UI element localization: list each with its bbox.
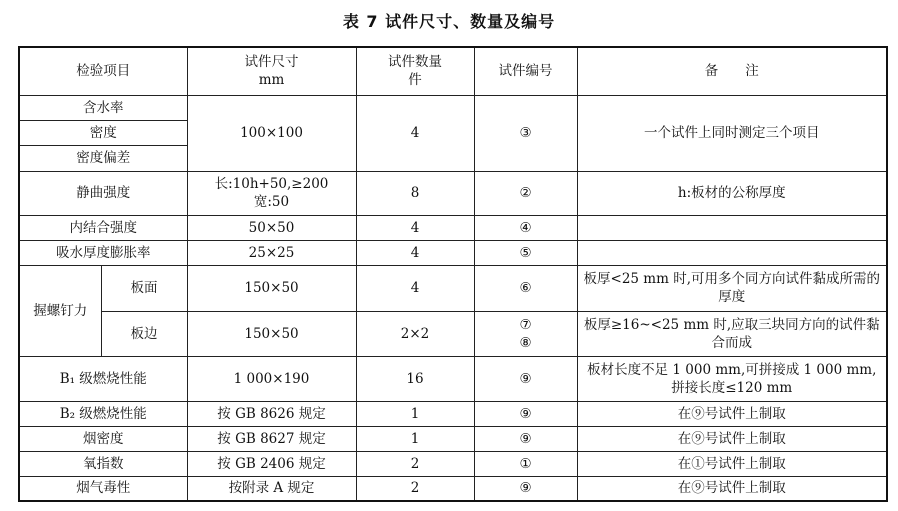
header-qty-unit: 件	[408, 72, 422, 89]
group1-size: 100×100	[187, 95, 356, 171]
internal-bond-note	[577, 215, 887, 240]
edge-code-2: ⑧	[519, 334, 532, 351]
specimen-table	[18, 46, 888, 502]
smoke-density-qty: 1	[356, 426, 474, 451]
table-row	[19, 240, 887, 265]
item-oxygen-index: 氧指数	[19, 451, 187, 476]
oxygen-note: 在①号试件上制取	[577, 451, 887, 476]
swelling-qty: 4	[356, 240, 474, 265]
toxicity-note: 在⑨号试件上制取	[577, 476, 887, 501]
bending-code: ②	[474, 171, 577, 215]
table-row	[19, 476, 887, 501]
face-note: 板厚<25 mm 时,可用多个同方向试件黏成所需的厚度	[577, 265, 887, 311]
swelling-size: 25×25	[187, 240, 356, 265]
item-b2-combustion: B₂ 级燃烧性能	[19, 401, 187, 426]
header-size-unit: mm	[258, 72, 285, 89]
b2-qty: 1	[356, 401, 474, 426]
edge-qty: 2×2	[356, 311, 474, 356]
item-edge: 板边	[101, 311, 187, 356]
face-qty: 4	[356, 265, 474, 311]
group1-code: ③	[474, 95, 577, 171]
group1-qty: 4	[356, 95, 474, 171]
internal-bond-size: 50×50	[187, 215, 356, 240]
header-size	[187, 47, 356, 95]
b2-code: ⑨	[474, 401, 577, 426]
internal-bond-qty: 4	[356, 215, 474, 240]
item-b1-combustion: B₁ 级燃烧性能	[19, 356, 187, 401]
item-swelling: 吸水厚度膨胀率	[19, 240, 187, 265]
item-internal-bond: 内结合强度	[19, 215, 187, 240]
table-title: 表 7 试件尺寸、数量及编号	[342, 12, 556, 31]
bending-note: h:板材的公称厚度	[577, 171, 887, 215]
header-qty	[356, 47, 474, 95]
edge-note: 板厚≥16~<25 mm 时,应取三块同方向的试件黏合而成	[577, 311, 887, 356]
table-row	[19, 311, 887, 356]
bending-size-length: 长:10h+50,≥200	[214, 176, 329, 192]
bending-size	[187, 171, 356, 215]
item-density: 密度	[19, 120, 187, 145]
item-face: 板面	[101, 265, 187, 311]
face-code: ⑥	[474, 265, 577, 311]
b2-size: 按 GB 8626 规定	[187, 401, 356, 426]
b1-code: ⑨	[474, 356, 577, 401]
item-density-deviation: 密度偏差	[19, 145, 187, 171]
face-size: 150×50	[187, 265, 356, 311]
table-row	[19, 95, 887, 120]
swelling-code: ⑤	[474, 240, 577, 265]
oxygen-qty: 2	[356, 451, 474, 476]
header-note: 备 注	[577, 47, 887, 95]
smoke-density-note: 在⑨号试件上制取	[577, 426, 887, 451]
table-row	[19, 265, 887, 311]
swelling-note	[577, 240, 887, 265]
item-moisture: 含水率	[19, 95, 187, 120]
oxygen-code: ①	[474, 451, 577, 476]
edge-size: 150×50	[187, 311, 356, 356]
item-smoke-density: 烟密度	[19, 426, 187, 451]
group1-note: 一个试件上同时测定三个项目	[577, 95, 887, 171]
table-row	[19, 356, 887, 401]
bending-qty: 8	[356, 171, 474, 215]
oxygen-size: 按 GB 2406 规定	[187, 451, 356, 476]
item-smoke-toxicity: 烟气毒性	[19, 476, 187, 501]
item-bending: 静曲强度	[19, 171, 187, 215]
toxicity-qty: 2	[356, 476, 474, 501]
table-row	[19, 451, 887, 476]
smoke-density-size: 按 GB 8627 规定	[187, 426, 356, 451]
item-screw-holding: 握螺钉力	[19, 265, 101, 356]
header-qty-label: 试件数量	[388, 54, 442, 71]
table-row	[19, 215, 887, 240]
header-size-label: 试件尺寸	[244, 54, 299, 71]
header-row	[19, 47, 887, 95]
header-item: 检验项目	[19, 47, 187, 95]
b1-note: 板材长度不足 1 000 mm,可拼接成 1 000 mm,拼接长度≤120 mm	[577, 356, 887, 401]
toxicity-size: 按附录 A 规定	[187, 476, 356, 501]
table-row	[19, 426, 887, 451]
edge-code	[474, 311, 577, 356]
header-code: 试件编号	[474, 47, 577, 95]
edge-code-1: ⑦	[519, 316, 532, 333]
bending-size-width: 宽:50	[253, 194, 290, 210]
b2-note: 在⑨号试件上制取	[577, 401, 887, 426]
b1-qty: 16	[356, 356, 474, 401]
b1-size: 1 000×190	[187, 356, 356, 401]
toxicity-code: ⑨	[474, 476, 577, 501]
smoke-density-code: ⑨	[474, 426, 577, 451]
table-row	[19, 401, 887, 426]
table-row	[19, 171, 887, 215]
internal-bond-code: ④	[474, 215, 577, 240]
